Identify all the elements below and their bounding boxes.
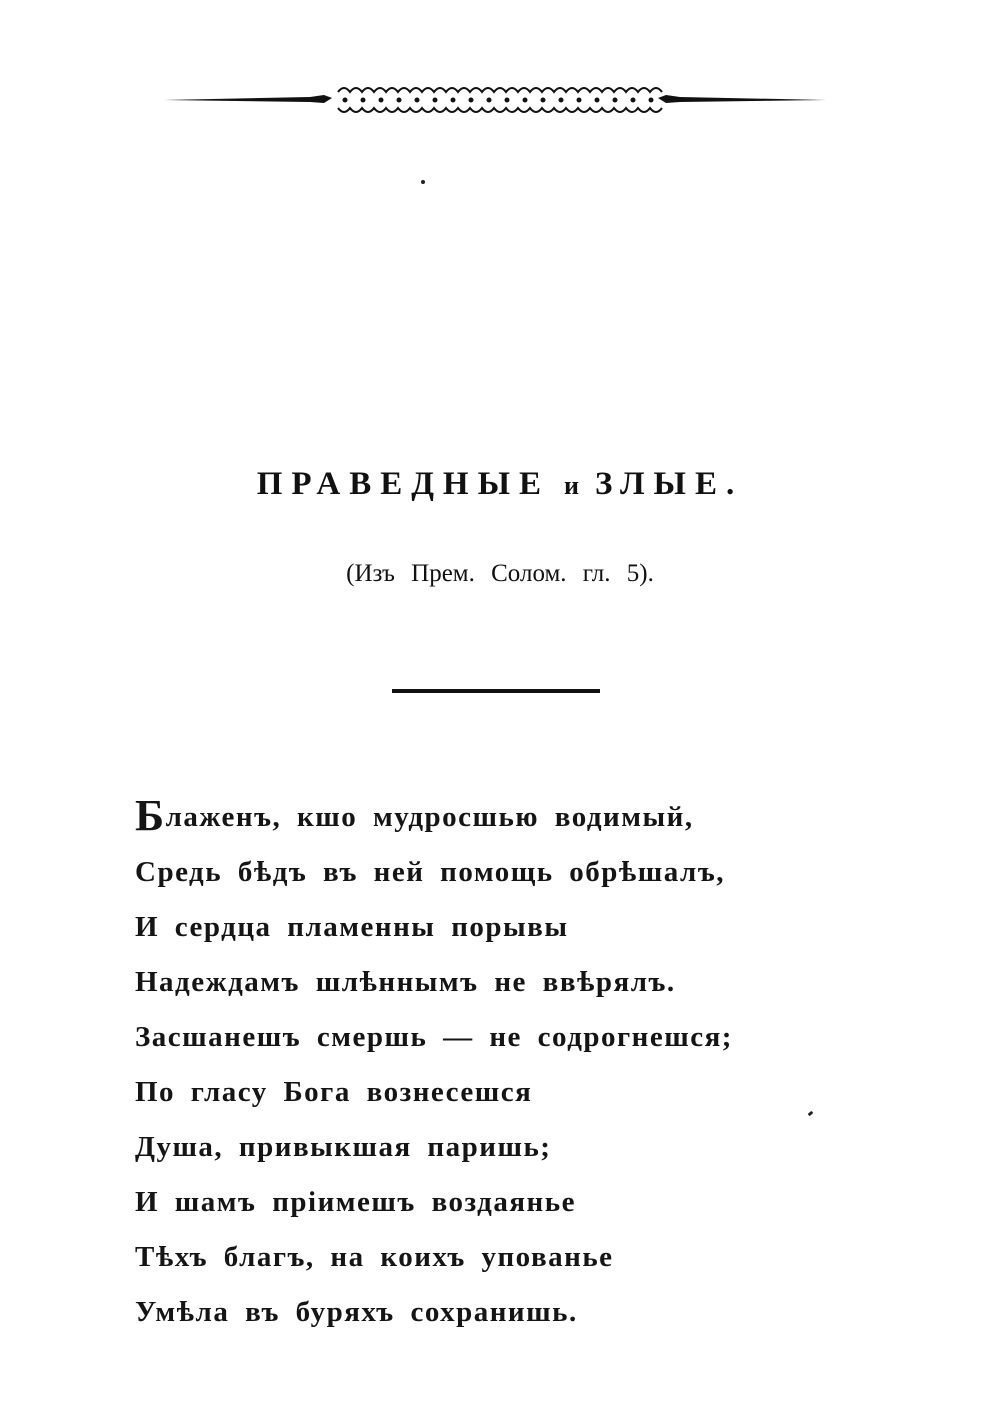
poem-stanza [135, 790, 895, 1340]
first-line-text: лаженъ, кшо мудросшью водимый, [165, 801, 694, 833]
poem-line: И сердца пламенны порывы [135, 911, 569, 943]
poem-line: По гласу Бога вознесешся [135, 1076, 533, 1108]
poem-line: Душа, привыкшая паришь; [135, 1131, 552, 1163]
poem-title [0, 466, 1000, 503]
title-left: ПРАВЕДНЫЕ [256, 466, 551, 502]
title-right: ЗЛЫЕ. [595, 466, 744, 502]
title-conjunction: и [564, 471, 581, 500]
header-ornament [160, 78, 830, 122]
poem-source: (Изъ Прем. Солом. гл. 5). [346, 560, 654, 587]
divider-rule [392, 689, 600, 693]
ink-speck [421, 180, 425, 184]
poem-line: Засшанешъ смершь — не содрогнешся; [135, 1021, 733, 1053]
poem-line [135, 790, 895, 845]
poem-line: Надеждамъ шлѣннымъ не ввѣрялъ. [135, 966, 676, 998]
poem-line: Тѣхъ благъ, на коихъ упованье [135, 1241, 614, 1273]
poem-line: Умѣла въ буряхъ сохранишь. [135, 1296, 578, 1328]
drop-cap: Б [135, 791, 166, 840]
poem-line: Средь бѣдъ въ ней помощь обрѣшалъ, [135, 856, 725, 888]
poem-line: И шамъ пріимешъ воздаянье [135, 1186, 576, 1218]
